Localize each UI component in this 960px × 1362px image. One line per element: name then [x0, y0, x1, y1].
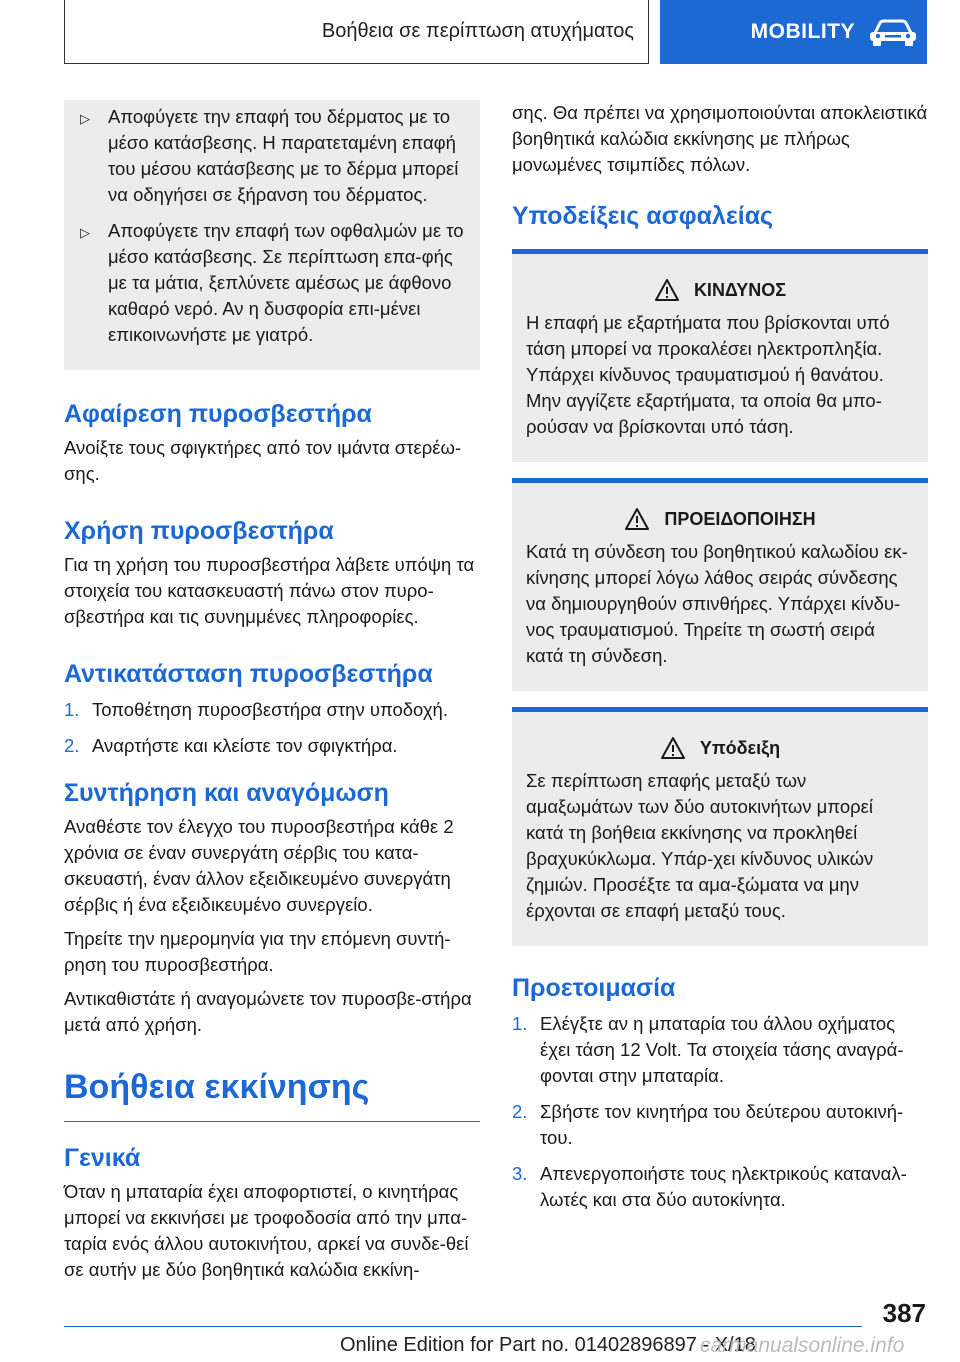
left-column	[64, 100, 480, 1283]
paragraph: Αντικαθιστάτε ή αναγομώνετε τον πυροσβε-στήρα μετά από χρήση.	[64, 988, 472, 1035]
list-item	[512, 1161, 928, 1213]
section-title: Βοήθεια σε περίπτωση ατυχήματος	[321, 20, 634, 42]
list-item	[512, 1099, 928, 1151]
notice-title: Υπόδειξη	[699, 737, 781, 758]
bullet-text: Αποφύγετε την επαφή των οφθαλμών με το μέσο κατάσβεσης. Σε περίπτωση επα-φής με τα μάτια, ξεπλύνετε αμέσως με άφθονο καθαρό νερό. Αν η δυσφορία επι-μένει επικοινωνήστε με γιατρό.	[108, 220, 464, 345]
notice-title: ΚΙΝΔΥΝΟΣ	[693, 279, 787, 300]
bullet-text: Αποφύγετε την επαφή του δέρματος με το μέσο κατάσβεσης. Η παρατεταμένη επαφή του μέσου κατάσβεσης με το δέρμα μπορεί να οδηγήσει σε ξήρανση του δέρματος.	[108, 106, 459, 205]
car-icon	[867, 17, 919, 47]
running-header	[64, 0, 649, 64]
step-text: Αναρτήστε και κλείστε τον σφιγκτήρα.	[92, 735, 398, 756]
page-number: 387	[882, 1298, 926, 1328]
step-number: 1.	[64, 699, 80, 720]
notice-warning	[512, 478, 928, 691]
triangle-bullet-icon: ▷	[80, 225, 90, 240]
section-heading: Υποδείξεις ασφαλείας	[512, 202, 774, 230]
step-number: 2.	[64, 735, 80, 756]
warning-icon	[660, 736, 686, 760]
warning-icon	[624, 507, 650, 531]
chapter-heading: Βοήθεια εκκίνησης	[64, 1068, 480, 1122]
section-remove	[64, 400, 480, 487]
notice-header	[512, 507, 928, 531]
safety-bullets	[64, 100, 480, 370]
notice-text: Σε περίπτωση επαφής μεταξύ των αμαξωμάτων των δύο αυτοκινήτων μπορεί κατά τη βοήθεια εκκίνησης να προκληθεί βραχυκύκλωμα. Υπάρ-χει κίνδυνος υλικών ζημιών. Προσέξτε τα αμα-ξώματα να μην έρχονται σε επαφή μεταξύ τους.	[526, 770, 874, 921]
paragraph: Τηρείτε την ημερομηνία για την επόμενη συντή-ρηση του πυροσβεστήρα.	[64, 928, 451, 975]
notice-header	[512, 736, 928, 760]
section-heading: Προετοιμασία	[512, 974, 676, 1002]
section-heading: Γενικά	[64, 1144, 141, 1172]
section-replace	[64, 660, 480, 759]
footer-divider	[64, 1326, 862, 1327]
paragraph: Για τη χρήση του πυροσβεστήρα λάβετε υπόψη τα στοιχεία του κατασκευαστή πάνω στον πυρο-σβεστήρα και τις συνημμένες πληροφορίες.	[64, 554, 475, 627]
edition-note: Online Edition for Part no. 01402896897 - X/18	[340, 1334, 756, 1356]
step-text: Σβήστε τον κινητήρα του δεύτερου αυτοκινή-του.	[540, 1101, 904, 1148]
step-number: 3.	[512, 1163, 528, 1184]
list-item	[64, 733, 480, 759]
steps-list	[64, 697, 480, 759]
section-maintenance	[64, 779, 480, 1038]
right-column	[512, 100, 928, 1223]
notice-text: Η επαφή με εξαρτήματα που βρίσκονται υπό τάση μπορεί να προκαλέσει ηλεκτροπληξία. Υπάρχει κίνδυνος τραυματισμού ή θανάτου. Μην αγγίζετε εξαρτήματα, τα οποία θα μπο-ρούσαν να βρίσκονται υπό τάση.	[526, 312, 890, 437]
section-heading: Αφαίρεση πυροσβεστήρα	[64, 400, 372, 428]
notice-title: ΠΡΟΕΙΔΟΠΟΙΗΣΗ	[664, 508, 816, 529]
step-text: Απενεργοποιήστε τους ηλεκτρικούς καταναλ-λωτές και στα δύο αυτοκίνητα.	[540, 1163, 907, 1210]
category-tab	[660, 0, 927, 64]
notice-header	[512, 278, 928, 302]
notice-hint	[512, 707, 928, 946]
section-jump-start	[64, 1068, 480, 1283]
notice-danger	[512, 249, 928, 462]
category-label: MOBILITY	[750, 20, 855, 43]
list-item	[512, 1011, 928, 1089]
paragraph: Αναθέστε τον έλεγχο του πυροσβεστήρα κάθε 2 χρόνια σε έναν συνεργάτη σέρβις του κατα-σκευαστή, έναν άλλον εξειδικευμένο συνεργάτη σέρβις ή ένα εξειδικευμένο συνεργείο.	[64, 816, 454, 915]
step-text: Τοποθέτηση πυροσβεστήρα στην υποδοχή.	[92, 699, 448, 720]
bullet-item	[80, 104, 464, 208]
notice-text: Κατά τη σύνδεση του βοηθητικού καλωδίου εκ-κίνησης μπορεί λόγω λάθος σειράς σύνδεσης να δημιουργηθούν σπινθήρες. Υπάρχει κίνδυ-νος τραυματισμού. Τηρείτε τη σωστή σειρά κατά τη σύνδεση.	[526, 541, 908, 666]
section-heading: Συντήρηση και αναγόμωση	[64, 779, 389, 807]
step-number: 1.	[512, 1013, 528, 1034]
step-number: 2.	[512, 1101, 528, 1122]
list-item	[64, 697, 480, 723]
paragraph: σης. Θα πρέπει να χρησιμοποιούνται αποκλειστικά βοηθητικά καλώδια εκκίνησης με πλήρως μονωμένες τσιμπίδες πόλων.	[512, 102, 928, 175]
paragraph: Ανοίξτε τους σφιγκτήρες από τον ιμάντα στερέω-σης.	[64, 437, 462, 484]
paragraph: Όταν η μπαταρία έχει αποφορτιστεί, ο κινητήρας μπορεί να εκκινήσει με τροφοδοσία από την μπα-ταρία ενός άλλου αυτοκινήτου, αρκεί να συνδε-θεί σε αυτήν με δύο βοηθητικά καλώδια εκκίνη-	[64, 1181, 469, 1280]
bullet-item	[80, 218, 464, 348]
section-heading: Χρήση πυροσβεστήρα	[64, 517, 334, 545]
section-heading: Αντικατάσταση πυροσβεστήρα	[64, 660, 433, 688]
watermark: carmanualsonline.info	[700, 1334, 905, 1357]
triangle-bullet-icon: ▷	[80, 111, 90, 126]
section-use	[64, 517, 480, 630]
step-text: Ελέγξτε αν η μπαταρία του άλλου οχήματος έχει τάση 12 Volt. Τα στοιχεία τάσης αναγρά-φονται στην μπαταρία.	[540, 1013, 904, 1086]
steps-list	[512, 1011, 928, 1213]
warning-icon	[654, 278, 680, 302]
